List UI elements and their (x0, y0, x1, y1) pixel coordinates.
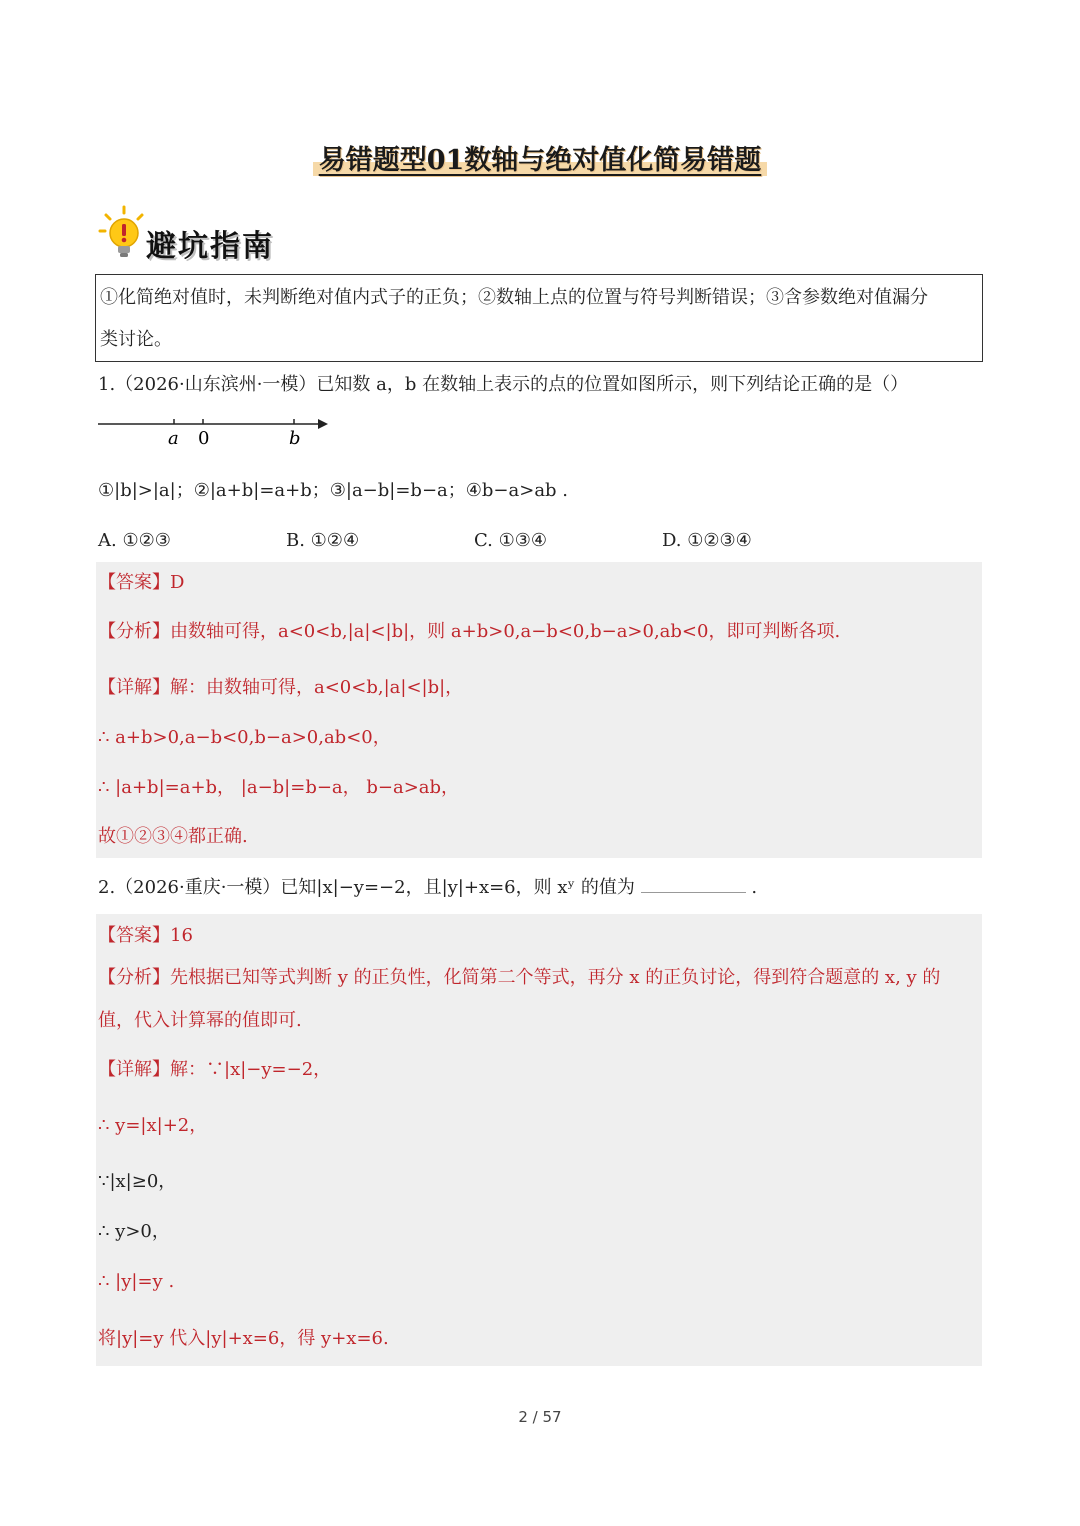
q1-option-a: A. ①②③ (98, 530, 171, 551)
q2-stem-row (98, 874, 757, 901)
title-text: 易错题型01数轴与绝对值化简易错题 (313, 145, 768, 176)
q2-stem: 2.（2026·重庆·一模）已知|x|−y=−2，且|y|+x=6，则 xʸ 的值为 (98, 877, 635, 898)
q2-analysis-1: 【分析】先根据已知等式判断 y 的正负性，化简第二个等式，再分 x 的正负讨论，得到符合题意的 x, y 的 (98, 967, 941, 988)
label-0: 0 (198, 428, 210, 449)
q2-detail-3: ∵|x|≥0， (98, 1171, 177, 1192)
q1-answer-block (96, 562, 982, 858)
lightbulb-icon (98, 205, 150, 263)
q2-detail-6: 将|y|=y 代入|y|+x=6，得 y+x=6. (98, 1328, 389, 1349)
axis-arrow-icon (318, 419, 328, 429)
number-line-figure (96, 412, 336, 452)
q1-statements: ①|b|>|a|；②|a+b|=a+b；③|a−b|=b−a；④b−a>ab . (98, 480, 569, 501)
q1-option-c: C. ①③④ (474, 530, 547, 551)
q1-detail-3: ∴ |a+b|=a+b， |a−b|=b−a， b−a>ab， (98, 777, 460, 798)
q2-detail-2: ∴ y=|x|+2， (98, 1115, 208, 1136)
page-title (0, 138, 1080, 177)
guide-line-2: 类讨论。 (100, 329, 172, 350)
q1-stem: 1.（2026·山东滨州·一模）已知数 a，b 在数轴上表示的点的位置如图所示，则下列结论正确的是（） (98, 374, 909, 395)
q2-detail-1: 【详解】解：∵|x|−y=−2， (98, 1059, 332, 1080)
q1-detail-1: 【详解】解：由数轴可得，a<0<b,|a|<|b|， (98, 677, 464, 698)
label-a: a (168, 428, 179, 449)
guide-line-1: ①化简绝对值时，未判断绝对值内式子的正负；②数轴上点的位置与符号判断错误；③含参数绝对值漏分 (100, 287, 928, 308)
q1-option-b: B. ①②④ (286, 530, 360, 551)
guide-box (95, 274, 983, 362)
q2-detail-5: ∴ |y|=y . (98, 1271, 175, 1292)
label-b: b (289, 428, 301, 449)
q1-analysis: 【分析】由数轴可得，a<0<b,|a|<|b|，则 a+b>0,a−b<0,b−a>0,ab<0，即可判断各项. (98, 621, 841, 642)
q1-detail-2: ∴ a+b>0,a−b<0,b−a>0,ab<0， (98, 727, 391, 748)
q2-answer: 【答案】16 (98, 925, 193, 946)
page-number: 2 / 57 (518, 1408, 562, 1426)
q1-option-d: D. ①②③④ (662, 530, 752, 551)
guide-heading-text: 避坑指南 (146, 229, 274, 264)
q2-answer-blank (641, 874, 746, 893)
q2-analysis-2: 值，代入计算幂的值即可. (98, 1010, 302, 1031)
q1-detail-4: 故①②③④都正确. (98, 826, 248, 847)
q2-stem-end: . (751, 877, 758, 898)
q1-answer: 【答案】D (98, 572, 185, 593)
q2-detail-4: ∴ y>0， (98, 1221, 170, 1242)
